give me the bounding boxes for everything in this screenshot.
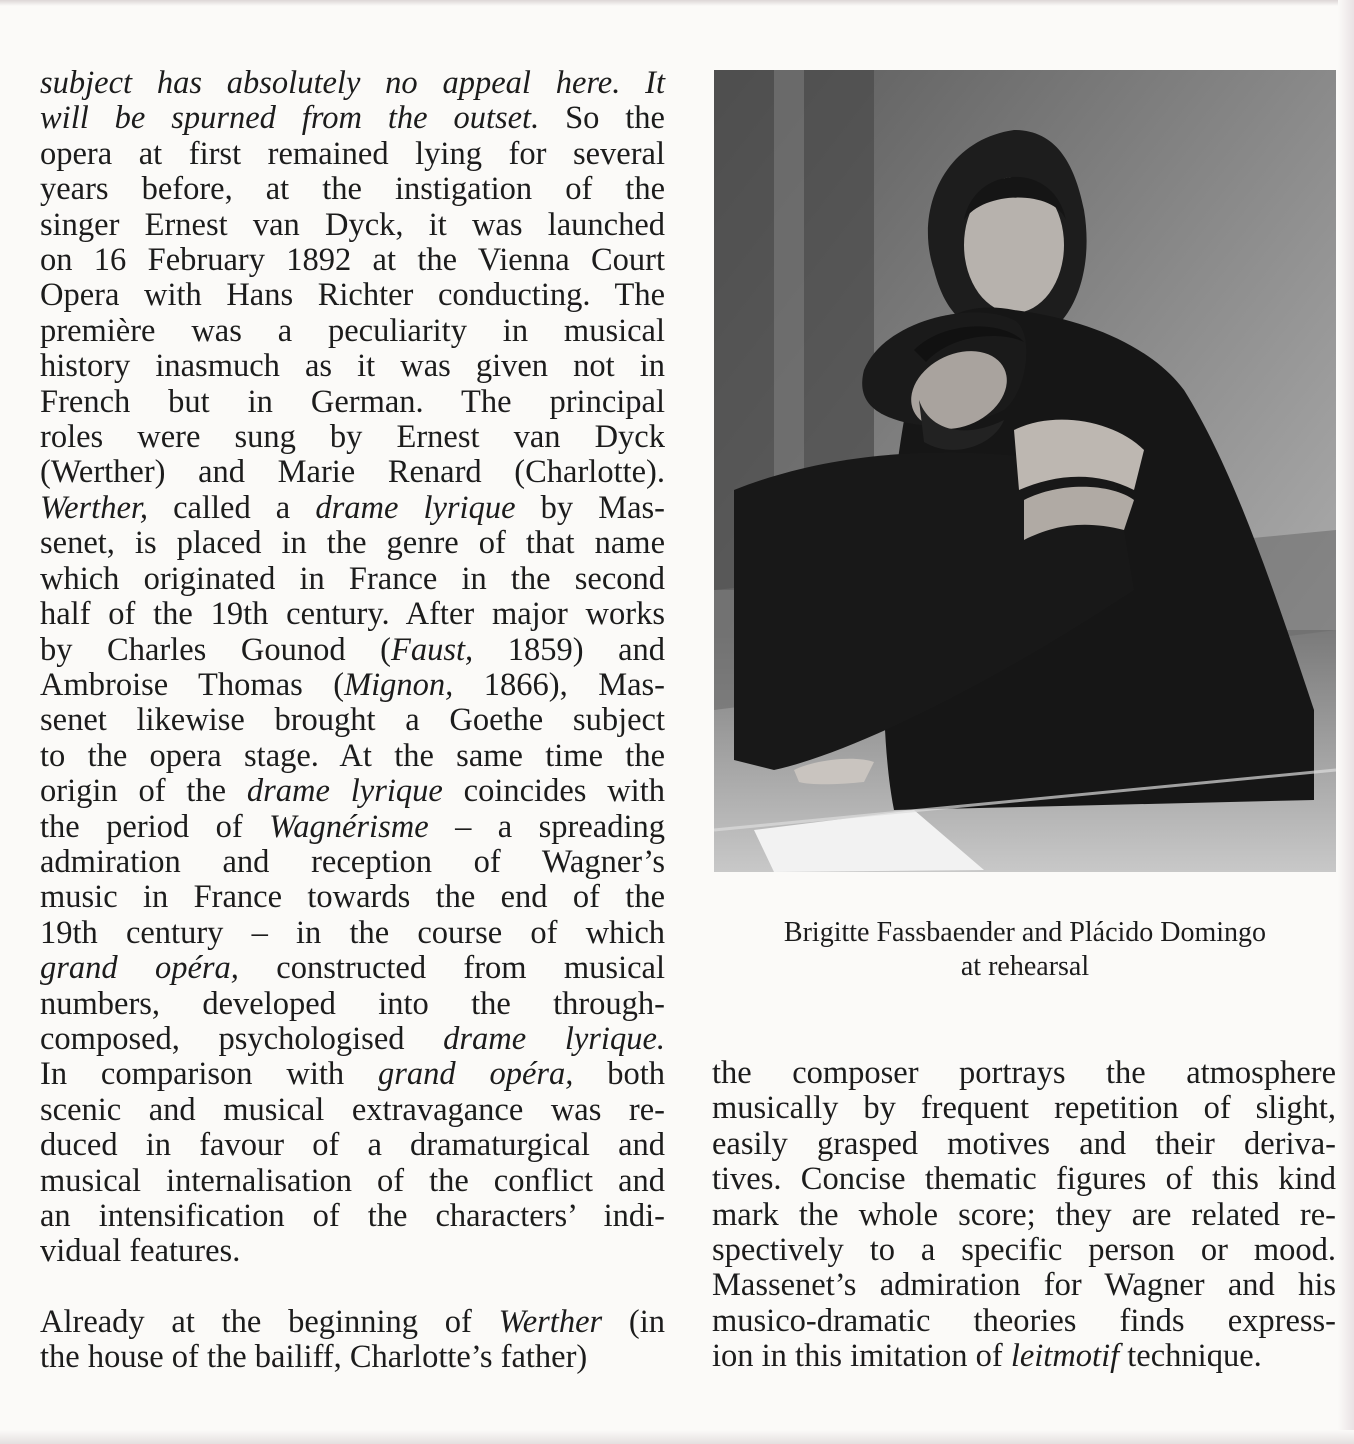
text-run: which originated in France in the second (40, 560, 665, 597)
text-run: called a (148, 489, 316, 526)
text-run: numbers, developed into the through- (40, 985, 665, 1022)
text-line (40, 66, 665, 101)
caption-line-1: Brigitte Fassbaender and Plácido Domingo (783, 917, 1267, 948)
text-run: the composer portrays the atmosphere (712, 1055, 1336, 1091)
italic-text: will be spurned from the outset. (40, 100, 540, 137)
text-run: constructed from musical (238, 950, 665, 987)
text-line (712, 1268, 1336, 1303)
text-run: years before, at the instigation of the (40, 171, 665, 208)
rehearsal-photo-illustration (714, 70, 1336, 872)
caption-line-2: at rehearsal (960, 951, 1090, 982)
text-run: première was a peculiarity in musical (40, 312, 665, 349)
text-line (712, 1091, 1336, 1126)
text-line (40, 208, 665, 243)
italic-text: drame lyrique (315, 489, 516, 526)
page-edge-right (1338, 0, 1354, 1444)
text-run: ion in this imitation of (712, 1338, 1011, 1375)
italic-text: grand opéra, (40, 950, 239, 987)
text-run: – a spreading (428, 808, 665, 845)
italic-text: drame lyrique (246, 773, 443, 810)
text-line (712, 1339, 1336, 1374)
text-line (40, 1305, 665, 1340)
text-line (40, 137, 665, 172)
text-run: by Mas- (515, 489, 666, 526)
text-run: easily grasped motives and their deriva- (712, 1125, 1336, 1162)
text-line (40, 633, 665, 668)
text-run: French but in German. The principal (40, 383, 665, 420)
text-line (712, 1056, 1336, 1091)
italic-text: Faust, (390, 631, 474, 668)
text-line (40, 597, 665, 632)
text-run: singer Ernest van Dyck, it was launched (40, 206, 665, 243)
text-line (40, 172, 665, 207)
text-line (40, 739, 665, 774)
text-run: roles were sung by Ernest van Dyck (40, 419, 665, 456)
text-run: (Werther) and Marie Renard (Charlotte). (40, 454, 665, 491)
text-run: music in France towards the end of the (40, 879, 665, 916)
italic-text: leitmotif (1010, 1338, 1120, 1375)
text-run: spectively to a specific person or mood. (712, 1232, 1336, 1269)
text-line (40, 1057, 665, 1092)
text-line (40, 314, 665, 349)
text-run: (in (602, 1303, 666, 1340)
text-line (40, 491, 665, 526)
text-line (40, 385, 665, 420)
text-run: senet, is placed in the genre of that name (40, 525, 665, 562)
page-edge-top (0, 0, 1354, 6)
text-line (40, 455, 665, 490)
text-run: history inasmuch as it was given not in (40, 348, 665, 385)
text-run: origin of the (40, 773, 247, 810)
text-line (40, 951, 665, 986)
italic-text: grand opéra, (377, 1056, 574, 1093)
italic-text: drame lyrique. (443, 1020, 666, 1057)
text-run: Opera with Hans Richter conducting. The (40, 277, 665, 314)
page-edge-bottom (0, 1430, 1354, 1444)
text-line (712, 1127, 1336, 1162)
text-line (40, 278, 665, 313)
text-run: on 16 February 1892 at the Vienna Court (40, 242, 665, 279)
rehearsal-photo (714, 70, 1336, 872)
text-run: So the (539, 100, 665, 137)
text-run: musico-dramatic theories finds express- (712, 1302, 1336, 1339)
text-run: scenic and musical extravagance was re- (40, 1091, 665, 1128)
text-run: the house of the bailiff, Charlotte’s father) (40, 1339, 588, 1376)
text-line (712, 1162, 1336, 1197)
right-text-column (712, 1056, 1336, 1375)
text-run: senet likewise brought a Goethe subject (40, 702, 665, 739)
text-line (712, 1198, 1336, 1233)
text-line (40, 562, 665, 597)
text-line (40, 703, 665, 738)
text-line (40, 243, 665, 278)
text-line (40, 1093, 665, 1128)
text-line (40, 880, 665, 915)
text-line (40, 916, 665, 951)
text-run: vidual features. (40, 1233, 241, 1270)
text-line (40, 1022, 665, 1057)
text-run: to the opera stage. At the same time the (40, 737, 665, 774)
italic-text: Werther, (40, 489, 149, 526)
text-line (712, 1304, 1336, 1339)
italic-text: subject has absolutely no appeal here. It (40, 65, 665, 101)
text-line (40, 1199, 665, 1234)
text-run: Ambroise Thomas ( (40, 666, 345, 703)
text-run: coincides with (442, 773, 665, 810)
text-line (40, 1128, 665, 1163)
text-line (40, 526, 665, 561)
text-run: Massenet’s admiration for Wagner and his (712, 1267, 1336, 1304)
text-line (40, 1340, 665, 1375)
italic-text: Werther (498, 1303, 603, 1340)
text-run: an intensification of the characters’ indi- (40, 1198, 665, 1234)
text-run: admiration and reception of Wagner’s (40, 843, 665, 880)
text-run: the period of (40, 808, 270, 845)
text-line (40, 349, 665, 384)
text-run: mark the whole score; they are related re- (712, 1196, 1336, 1233)
text-run: 1859) and (473, 631, 665, 668)
text-run: 19th century – in the course of which (40, 914, 665, 951)
text-line (40, 101, 665, 136)
text-run: musically by frequent repetition of slight, (712, 1090, 1336, 1127)
italic-text: Mignon, (344, 666, 454, 703)
text-line (712, 1233, 1336, 1268)
paragraph-gap (40, 1270, 665, 1305)
italic-text: Wagnérisme (269, 808, 429, 845)
text-run: opera at first remained lying for several (40, 135, 665, 172)
text-line (40, 987, 665, 1022)
text-line (40, 420, 665, 455)
text-run: 1866), Mas- (453, 666, 665, 703)
text-line (40, 810, 665, 845)
text-run: tives. Concise thematic figures of this kind (712, 1161, 1336, 1198)
text-line (40, 1164, 665, 1199)
text-line (40, 1234, 665, 1269)
text-run: half of the 19th century. After major works (40, 596, 665, 633)
text-run: In comparison with (40, 1056, 378, 1093)
text-run: duced in favour of a dramaturgical and (40, 1127, 665, 1164)
text-line (40, 668, 665, 703)
text-line (40, 845, 665, 880)
left-text-column (40, 66, 665, 1376)
text-run: technique. (1119, 1338, 1262, 1375)
text-line (40, 774, 665, 809)
text-run: by Charles Gounod ( (40, 631, 391, 668)
text-run: Already at the beginning of (40, 1303, 499, 1340)
photo-caption (714, 916, 1336, 984)
text-run: both (573, 1056, 665, 1093)
text-run: musical internalisation of the conflict and (40, 1162, 665, 1199)
text-run: composed, psychologised (40, 1020, 444, 1057)
